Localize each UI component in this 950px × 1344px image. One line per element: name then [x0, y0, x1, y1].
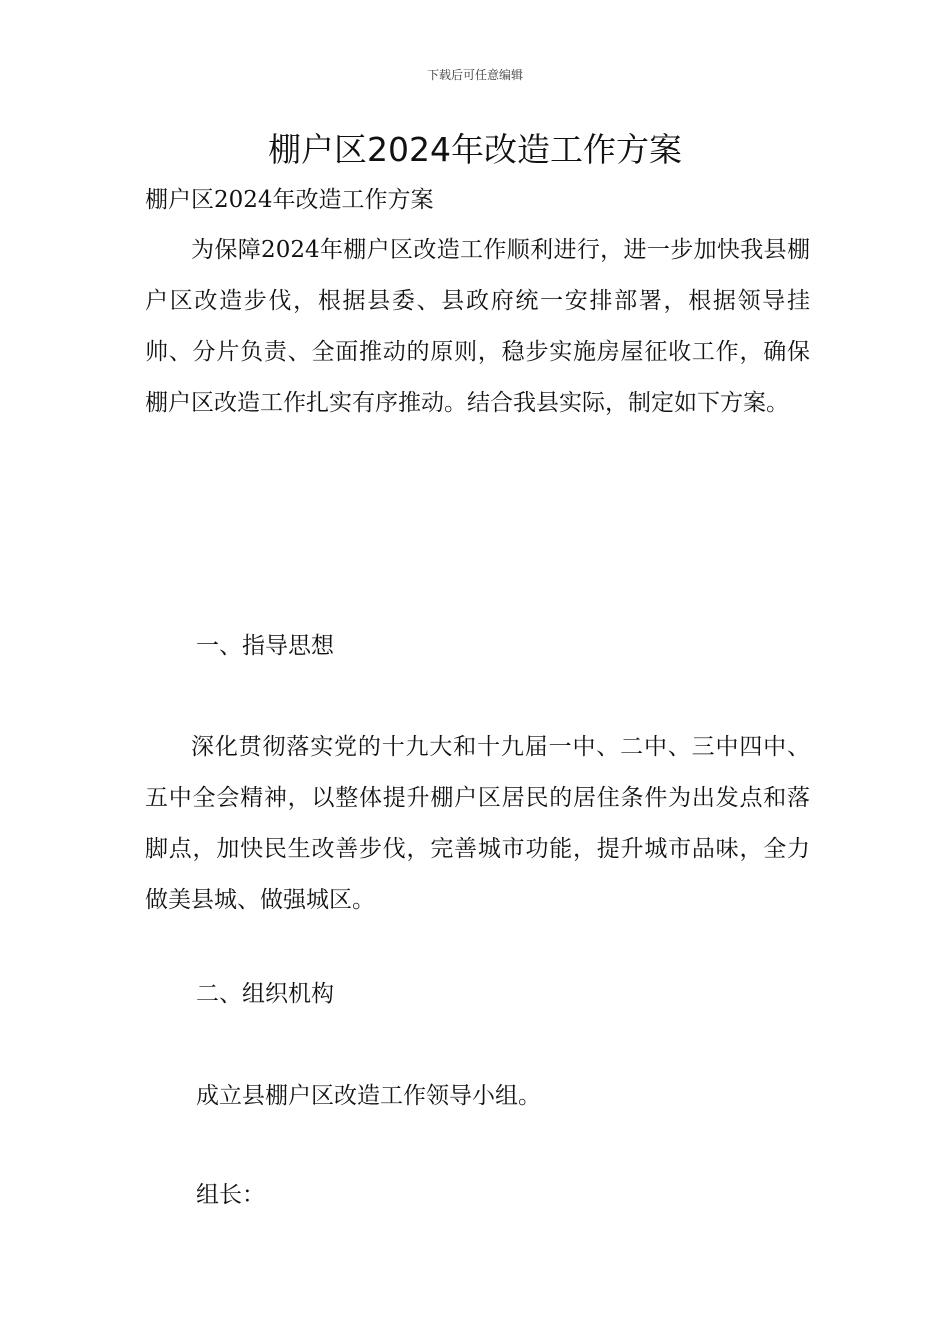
- organization-paragraph: 成立县棚户区改造工作领导小组。: [196, 1083, 541, 1109]
- leader-label: 组长：: [196, 1182, 265, 1208]
- section-heading-organization: 二、组织机构: [196, 981, 334, 1007]
- page-header-note: 下载后可任意编辑: [426, 68, 523, 82]
- intro-paragraph: 为保障2024年棚户区改造工作顺利进行，进一步加快我县棚户区改造步伐，根据县委、县政府统一安排部署，根据领导挂帅、分片负责、全面推动的原则，稳步实施房屋征收工作，确保棚户区改造工作扎实有序推动。结合我县实际，制定如下方案。: [145, 237, 810, 416]
- guiding-ideology-paragraph: 深化贯彻落实党的十九大和十九届一中、二中、三中四中、五中全会精神，以整体提升棚户区居民的居住条件为出发点和落脚点，加快民生改善步伐，完善城市功能，提升城市品味，全力做美县城、做强城区。: [145, 734, 810, 913]
- document-title: 棚户区2024年改造工作方案: [268, 130, 682, 169]
- section-heading-guiding-ideology: 一、指导思想: [196, 633, 334, 659]
- document-subtitle: 棚户区2024年改造工作方案: [145, 187, 434, 213]
